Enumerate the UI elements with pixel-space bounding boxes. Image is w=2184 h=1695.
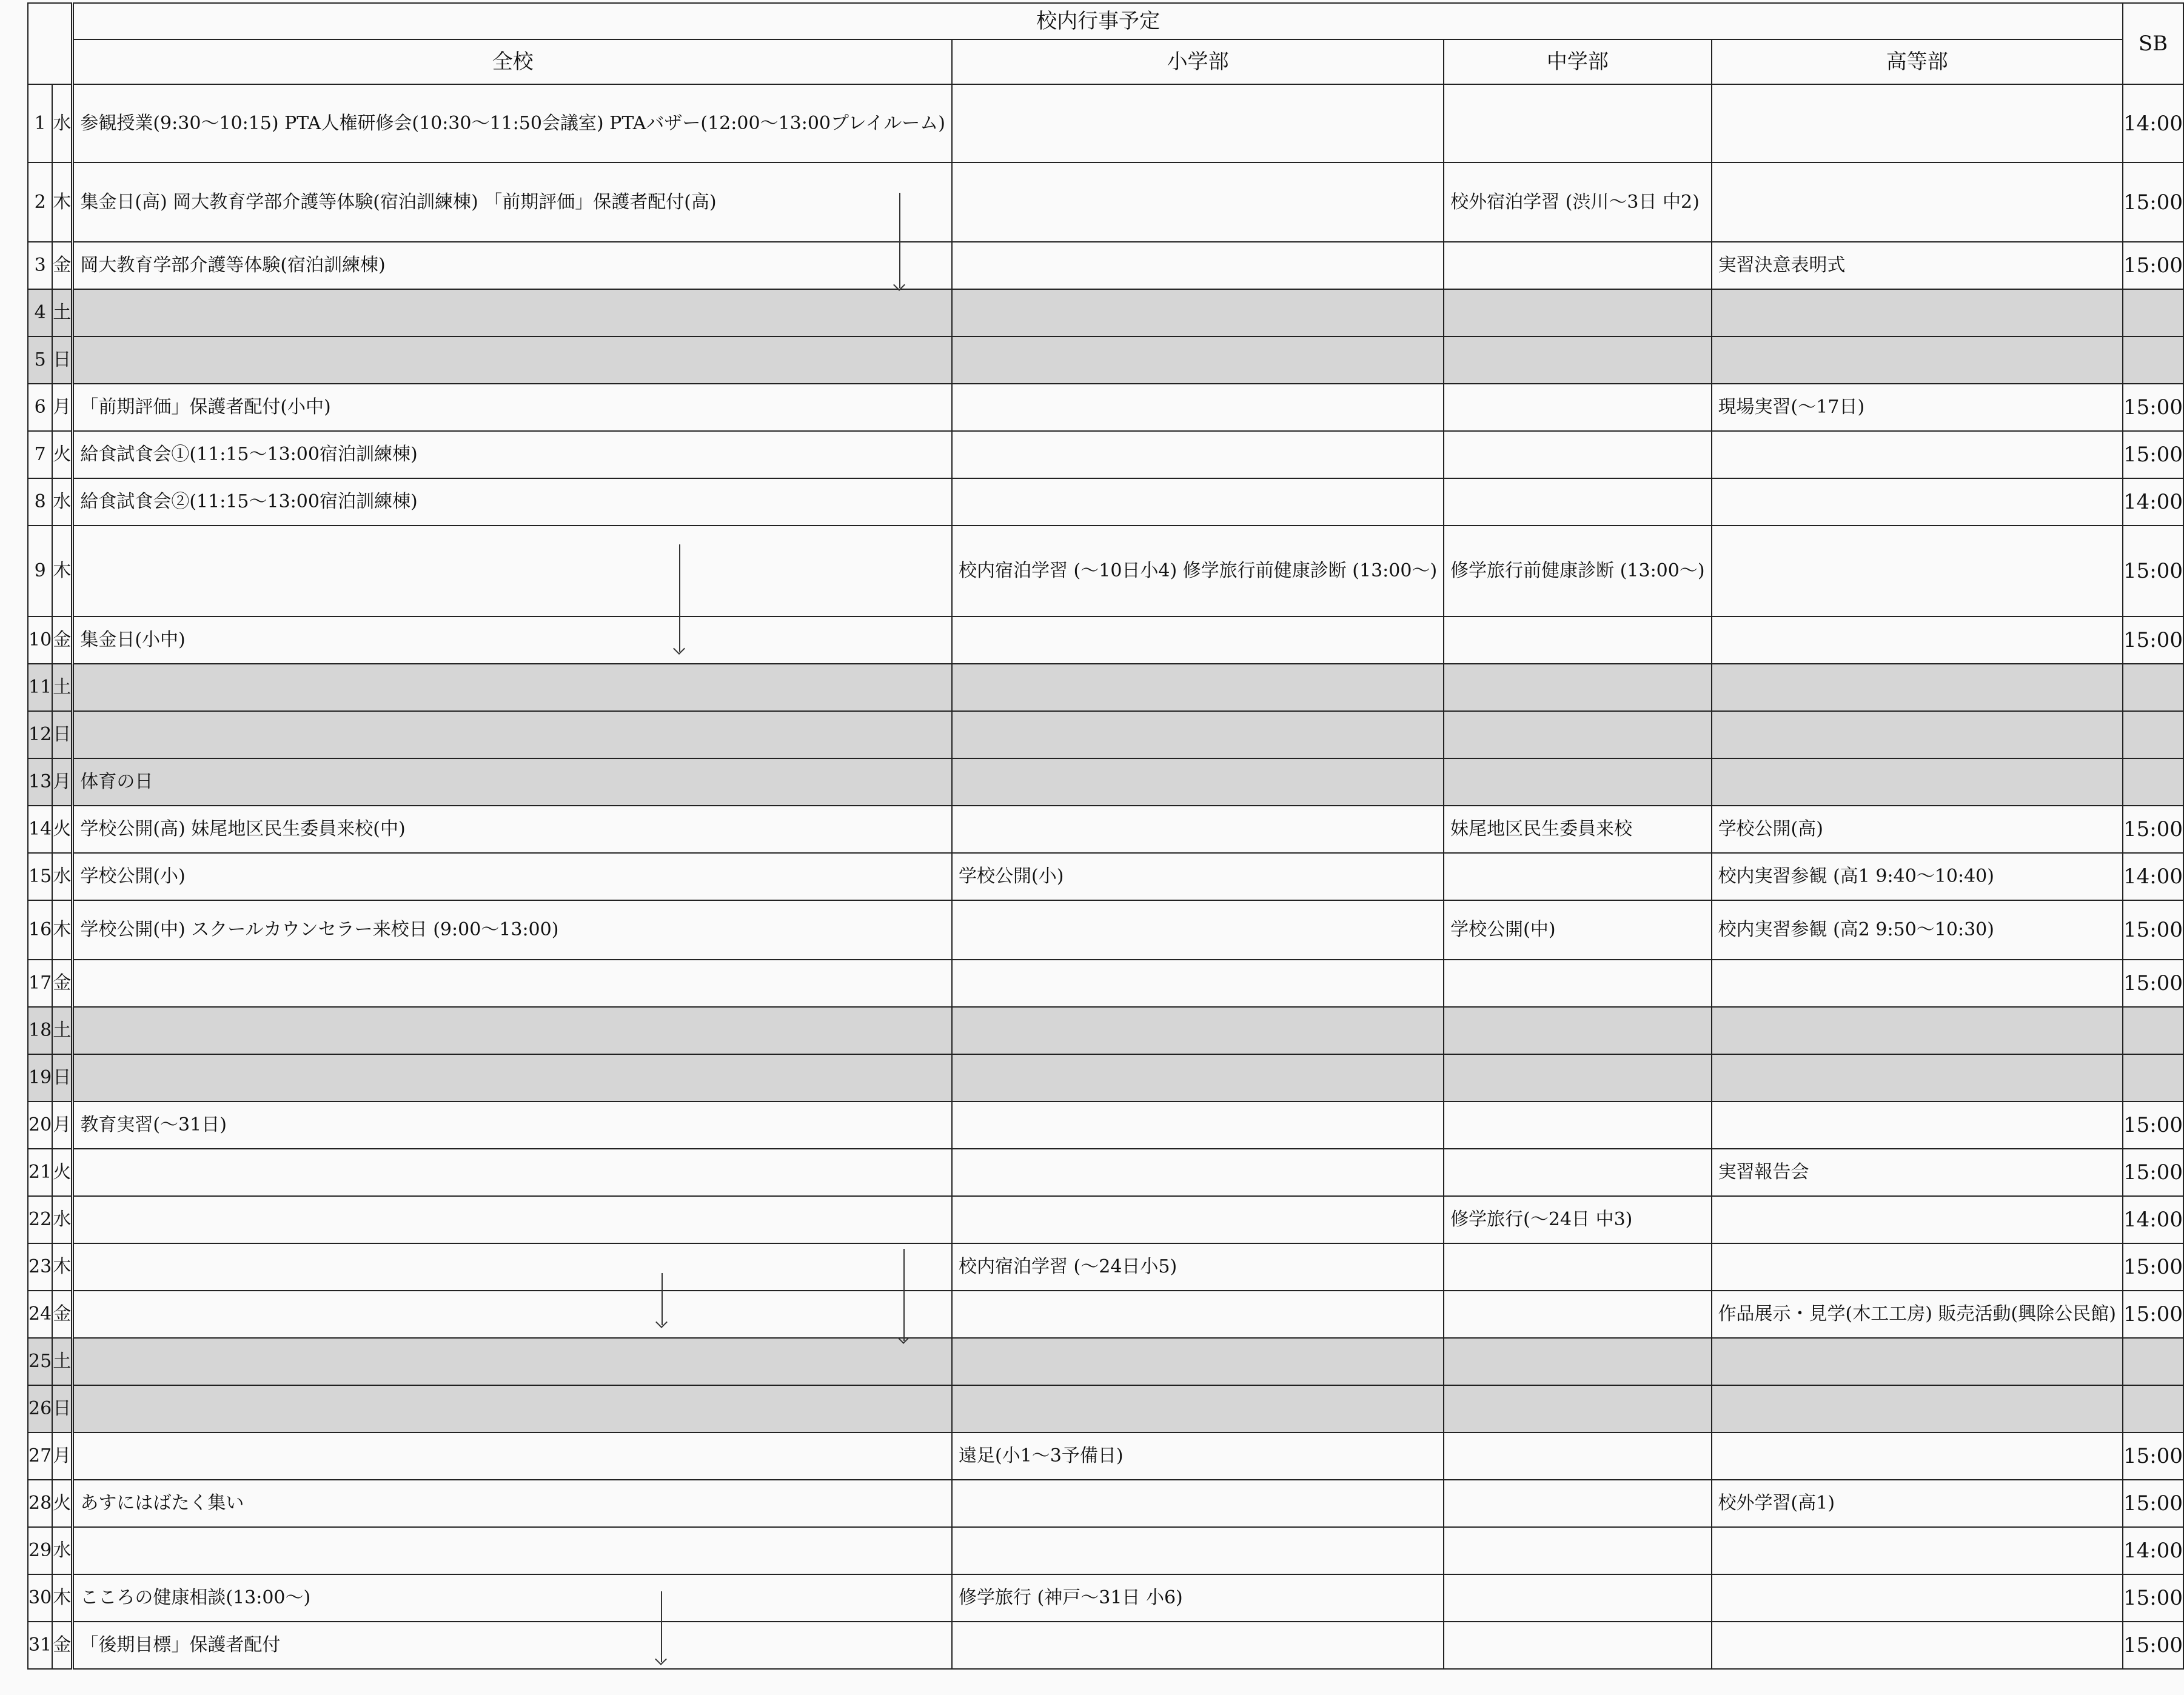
high-cell: [1712, 289, 2123, 336]
sb-time-cell: 15:00: [2123, 242, 2183, 289]
continuation-arrow-icon: [903, 1249, 905, 1341]
all-school-cell: [73, 526, 952, 617]
schedule-row: [28, 617, 2183, 664]
day-cell: 18: [28, 1007, 52, 1054]
elementary-cell: [952, 617, 1444, 664]
all-school-cell: [73, 1338, 952, 1385]
middle-cell: [1444, 1527, 1711, 1574]
schedule-row: [28, 1480, 2183, 1527]
sb-time-cell: 15:00: [2123, 384, 2183, 431]
weekday-cell: 金: [52, 617, 73, 664]
weekday-cell: 金: [52, 1291, 73, 1338]
elementary-cell: [952, 960, 1444, 1007]
elementary-cell: 修学旅行 (神戸〜31日 小6): [952, 1574, 1444, 1622]
high-cell: [1712, 711, 2123, 758]
day-cell: 27: [28, 1433, 52, 1480]
schedule-row: [28, 1385, 2183, 1433]
weekday-cell: 木: [52, 1574, 73, 1622]
high-cell: [1712, 617, 2123, 664]
all-school-cell: 参観授業(9:30〜10:15) PTA人権研修会(10:30〜11:50会議室) PTAバザー(12:00〜13:00プレイルーム): [73, 84, 952, 162]
schedule-row: [28, 1054, 2183, 1102]
sb-time-cell: 15:00: [2123, 617, 2183, 664]
elementary-cell: 学校公開(小): [952, 853, 1444, 900]
middle-cell: [1444, 1433, 1711, 1480]
all-school-cell: [73, 1149, 952, 1196]
schedule-row: [28, 1149, 2183, 1196]
weekday-cell: 月: [52, 758, 73, 806]
day-cell: 15: [28, 853, 52, 900]
elementary-cell: 校内宿泊学習 (〜10日小4) 修学旅行前健康診断 (13:00〜): [952, 526, 1444, 617]
sb-time-cell: [2123, 1338, 2183, 1385]
weekday-cell: 日: [52, 1385, 73, 1433]
high-cell: [1712, 1007, 2123, 1054]
day-cell: 8: [28, 478, 52, 526]
middle-cell: [1444, 384, 1711, 431]
elementary-cell: [952, 1054, 1444, 1102]
day-cell: 9: [28, 526, 52, 617]
day-cell: 16: [28, 900, 52, 960]
sb-time-cell: 15:00: [2123, 1243, 2183, 1291]
schedule-row: [28, 242, 2183, 289]
all-school-cell: 岡大教育学部介護等体験(宿泊訓練棟): [73, 242, 952, 289]
middle-cell: 妹尾地区民生委員来校: [1444, 806, 1711, 853]
elementary-cell: [952, 336, 1444, 384]
high-cell: 校内実習参観 (高2 9:50〜10:30): [1712, 900, 2123, 960]
elementary-cell: [952, 664, 1444, 711]
schedule-row: [28, 526, 2183, 617]
high-cell: [1712, 431, 2123, 478]
elementary-cell: [952, 289, 1444, 336]
day-cell: 29: [28, 1527, 52, 1574]
high-cell: 現場実習(〜17日): [1712, 384, 2123, 431]
middle-cell: [1444, 1622, 1711, 1669]
weekday-cell: 木: [52, 162, 73, 242]
middle-cell: [1444, 960, 1711, 1007]
day-cell: 17: [28, 960, 52, 1007]
high-cell: [1712, 1527, 2123, 1574]
all-school-cell: [73, 1243, 952, 1291]
elementary-cell: [952, 1102, 1444, 1149]
weekday-cell: 日: [52, 711, 73, 758]
middle-cell: 修学旅行(〜24日 中3): [1444, 1196, 1711, 1243]
day-cell: 24: [28, 1291, 52, 1338]
elementary-cell: [952, 1149, 1444, 1196]
schedule-row: [28, 1243, 2183, 1291]
header-row-2: [28, 39, 2183, 84]
high-cell: [1712, 1433, 2123, 1480]
sb-time-cell: 15:00: [2123, 1622, 2183, 1669]
day-cell: 20: [28, 1102, 52, 1149]
high-cell: [1712, 1054, 2123, 1102]
weekday-cell: 水: [52, 478, 73, 526]
high-cell: [1712, 1243, 2123, 1291]
elementary-cell: [952, 711, 1444, 758]
header-all: 全校: [73, 39, 952, 84]
weekday-cell: 月: [52, 1433, 73, 1480]
all-school-cell: [73, 1385, 952, 1433]
weekday-cell: 月: [52, 1102, 73, 1149]
sb-time-cell: 14:00: [2123, 1527, 2183, 1574]
sb-time-cell: [2123, 289, 2183, 336]
middle-cell: [1444, 617, 1711, 664]
all-school-cell: 給食試食会②(11:15〜13:00宿泊訓練棟): [73, 478, 952, 526]
day-cell: 21: [28, 1149, 52, 1196]
day-cell: 14: [28, 806, 52, 853]
high-cell: 校内実習参観 (高1 9:40〜10:40): [1712, 853, 2123, 900]
sb-time-cell: 15:00: [2123, 431, 2183, 478]
continuation-arrow-icon: [662, 1273, 663, 1325]
all-school-cell: こころの健康相談(13:00〜): [73, 1574, 952, 1622]
elementary-cell: [952, 431, 1444, 478]
sb-time-cell: 15:00: [2123, 1291, 2183, 1338]
middle-cell: [1444, 242, 1711, 289]
elementary-cell: [952, 1007, 1444, 1054]
all-school-cell: [73, 664, 952, 711]
weekday-cell: 木: [52, 526, 73, 617]
header-corner: [28, 3, 73, 84]
sb-time-cell: [2123, 1385, 2183, 1433]
schedule-table: [27, 2, 2184, 1670]
middle-cell: [1444, 431, 1711, 478]
day-cell: 5: [28, 336, 52, 384]
all-school-cell: [73, 1527, 952, 1574]
sb-time-cell: 14:00: [2123, 478, 2183, 526]
day-cell: 28: [28, 1480, 52, 1527]
day-cell: 3: [28, 242, 52, 289]
middle-cell: 学校公開(中): [1444, 900, 1711, 960]
high-cell: [1712, 526, 2123, 617]
middle-cell: [1444, 1480, 1711, 1527]
all-school-cell: [73, 960, 952, 1007]
all-school-cell: 学校公開(小): [73, 853, 952, 900]
middle-cell: [1444, 478, 1711, 526]
schedule-row: [28, 853, 2183, 900]
schedule-row: [28, 84, 2183, 162]
weekday-cell: 土: [52, 1007, 73, 1054]
sb-time-cell: [2123, 711, 2183, 758]
sb-time-cell: [2123, 336, 2183, 384]
schedule-row: [28, 711, 2183, 758]
high-cell: [1712, 1338, 2123, 1385]
sb-time-cell: 14:00: [2123, 853, 2183, 900]
sb-time-cell: [2123, 758, 2183, 806]
elementary-cell: [952, 900, 1444, 960]
middle-cell: [1444, 1291, 1711, 1338]
elementary-cell: [952, 478, 1444, 526]
schedule-row: [28, 384, 2183, 431]
schedule-row: [28, 289, 2183, 336]
day-cell: 30: [28, 1574, 52, 1622]
elementary-cell: [952, 1291, 1444, 1338]
all-school-cell: [73, 1196, 952, 1243]
weekday-cell: 日: [52, 1054, 73, 1102]
middle-cell: 校外宿泊学習 (渋川〜3日 中2): [1444, 162, 1711, 242]
header-mid: 中学部: [1444, 39, 1711, 84]
weekday-cell: 土: [52, 289, 73, 336]
weekday-cell: 水: [52, 84, 73, 162]
middle-cell: [1444, 84, 1711, 162]
day-cell: 19: [28, 1054, 52, 1102]
all-school-cell: 「前期評価」保護者配付(小中): [73, 384, 952, 431]
weekday-cell: 金: [52, 242, 73, 289]
schedule-row: [28, 162, 2183, 242]
high-cell: [1712, 758, 2123, 806]
middle-cell: [1444, 1243, 1711, 1291]
weekday-cell: 木: [52, 1243, 73, 1291]
high-cell: [1712, 1574, 2123, 1622]
all-school-cell: [73, 1291, 952, 1338]
middle-cell: [1444, 1574, 1711, 1622]
high-cell: [1712, 960, 2123, 1007]
sb-time-cell: [2123, 1054, 2183, 1102]
all-school-cell: [73, 1007, 952, 1054]
elementary-cell: [952, 242, 1444, 289]
high-cell: [1712, 664, 2123, 711]
all-school-cell: 体育の日: [73, 758, 952, 806]
middle-cell: [1444, 1007, 1711, 1054]
schedule-row: [28, 1527, 2183, 1574]
high-cell: 実習報告会: [1712, 1149, 2123, 1196]
continuation-arrow-icon: [899, 193, 900, 288]
elementary-cell: [952, 758, 1444, 806]
all-school-cell: 「後期目標」保護者配付: [73, 1622, 952, 1669]
high-cell: 実習決意表明式: [1712, 242, 2123, 289]
header-group-title: 校内行事予定: [73, 3, 2123, 39]
high-cell: [1712, 162, 2123, 242]
weekday-cell: 金: [52, 960, 73, 1007]
all-school-cell: [73, 711, 952, 758]
all-school-cell: [73, 1054, 952, 1102]
sb-time-cell: 14:00: [2123, 84, 2183, 162]
all-school-cell: 集金日(小中): [73, 617, 952, 664]
weekday-cell: 土: [52, 1338, 73, 1385]
sb-time-cell: 15:00: [2123, 162, 2183, 242]
high-cell: 校外学習(高1): [1712, 1480, 2123, 1527]
elementary-cell: [952, 1480, 1444, 1527]
day-cell: 22: [28, 1196, 52, 1243]
middle-cell: [1444, 758, 1711, 806]
all-school-cell: 学校公開(高) 妹尾地区民生委員来校(中): [73, 806, 952, 853]
weekday-cell: 日: [52, 336, 73, 384]
header-sb: SB: [2123, 3, 2183, 84]
sb-time-cell: [2123, 1007, 2183, 1054]
all-school-cell: あすにはばたく集い: [73, 1480, 952, 1527]
all-school-cell: 学校公開(中) スクールカウンセラー来校日 (9:00〜13:00): [73, 900, 952, 960]
sb-time-cell: [2123, 664, 2183, 711]
middle-cell: [1444, 711, 1711, 758]
elementary-cell: [952, 1527, 1444, 1574]
day-cell: 7: [28, 431, 52, 478]
high-cell: [1712, 1622, 2123, 1669]
elementary-cell: [952, 1196, 1444, 1243]
weekday-cell: 火: [52, 1480, 73, 1527]
middle-cell: [1444, 336, 1711, 384]
day-cell: 13: [28, 758, 52, 806]
day-cell: 25: [28, 1338, 52, 1385]
schedule-body: [28, 84, 2183, 1669]
high-cell: [1712, 336, 2123, 384]
weekday-cell: 火: [52, 1149, 73, 1196]
sb-time-cell: 15:00: [2123, 526, 2183, 617]
weekday-cell: 金: [52, 1622, 73, 1669]
high-cell: [1712, 1385, 2123, 1433]
high-cell: [1712, 84, 2123, 162]
elementary-cell: [952, 384, 1444, 431]
middle-cell: [1444, 1149, 1711, 1196]
elementary-cell: [952, 1622, 1444, 1669]
schedule-row: [28, 1196, 2183, 1243]
schedule-row: [28, 758, 2183, 806]
continuation-arrow-icon: [679, 544, 680, 652]
schedule-row: [28, 960, 2183, 1007]
sb-time-cell: 15:00: [2123, 1480, 2183, 1527]
all-school-cell: 給食試食会①(11:15〜13:00宿泊訓練棟): [73, 431, 952, 478]
weekday-cell: 水: [52, 1527, 73, 1574]
header-row-1: [28, 3, 2183, 39]
elementary-cell: [952, 1338, 1444, 1385]
day-cell: 10: [28, 617, 52, 664]
schedule-row: [28, 431, 2183, 478]
sb-time-cell: 15:00: [2123, 900, 2183, 960]
schedule-row: [28, 1574, 2183, 1622]
day-cell: 26: [28, 1385, 52, 1433]
high-cell: [1712, 478, 2123, 526]
schedule-row: [28, 1338, 2183, 1385]
sb-time-cell: 15:00: [2123, 806, 2183, 853]
schedule-row: [28, 1622, 2183, 1669]
high-cell: [1712, 1196, 2123, 1243]
schedule-row: [28, 664, 2183, 711]
weekday-cell: 木: [52, 900, 73, 960]
high-cell: [1712, 1102, 2123, 1149]
schedule-row: [28, 900, 2183, 960]
high-cell: 作品展示・見学(木工工房) 販売活動(興除公民館): [1712, 1291, 2123, 1338]
schedule-row: [28, 1102, 2183, 1149]
weekday-cell: 水: [52, 1196, 73, 1243]
elementary-cell: [952, 806, 1444, 853]
continuation-arrow-icon: [661, 1591, 662, 1662]
all-school-cell: 教育実習(〜31日): [73, 1102, 952, 1149]
middle-cell: [1444, 853, 1711, 900]
sb-time-cell: 15:00: [2123, 1102, 2183, 1149]
schedule-row: [28, 336, 2183, 384]
elementary-cell: [952, 1385, 1444, 1433]
schedule-row: [28, 1007, 2183, 1054]
day-cell: 1: [28, 84, 52, 162]
header-high: 高等部: [1712, 39, 2123, 84]
middle-cell: [1444, 289, 1711, 336]
all-school-cell: [73, 289, 952, 336]
schedule-row: [28, 1433, 2183, 1480]
sb-time-cell: 15:00: [2123, 1149, 2183, 1196]
weekday-cell: 月: [52, 384, 73, 431]
middle-cell: [1444, 664, 1711, 711]
day-cell: 23: [28, 1243, 52, 1291]
middle-cell: [1444, 1054, 1711, 1102]
sb-time-cell: 15:00: [2123, 960, 2183, 1007]
weekday-cell: 土: [52, 664, 73, 711]
weekday-cell: 火: [52, 806, 73, 853]
all-school-cell: [73, 336, 952, 384]
sb-time-cell: 15:00: [2123, 1574, 2183, 1622]
middle-cell: [1444, 1102, 1711, 1149]
elementary-cell: 遠足(小1〜3予備日): [952, 1433, 1444, 1480]
day-cell: 12: [28, 711, 52, 758]
elementary-cell: [952, 162, 1444, 242]
schedule-row: [28, 806, 2183, 853]
elementary-cell: 校内宿泊学習 (〜24日小5): [952, 1243, 1444, 1291]
day-cell: 31: [28, 1622, 52, 1669]
middle-cell: [1444, 1385, 1711, 1433]
day-cell: 4: [28, 289, 52, 336]
sb-time-cell: 15:00: [2123, 1433, 2183, 1480]
middle-cell: 修学旅行前健康診断 (13:00〜): [1444, 526, 1711, 617]
all-school-cell: [73, 1433, 952, 1480]
elementary-cell: [952, 84, 1444, 162]
day-cell: 2: [28, 162, 52, 242]
schedule-row: [28, 1291, 2183, 1338]
middle-cell: [1444, 1338, 1711, 1385]
high-cell: 学校公開(高): [1712, 806, 2123, 853]
day-cell: 6: [28, 384, 52, 431]
day-cell: 11: [28, 664, 52, 711]
weekday-cell: 火: [52, 431, 73, 478]
all-school-cell: 集金日(高) 岡大教育学部介護等体験(宿泊訓練棟) 「前期評価」保護者配付(高): [73, 162, 952, 242]
header-elem: 小学部: [952, 39, 1444, 84]
schedule-row: [28, 478, 2183, 526]
sb-time-cell: 14:00: [2123, 1196, 2183, 1243]
weekday-cell: 水: [52, 853, 73, 900]
